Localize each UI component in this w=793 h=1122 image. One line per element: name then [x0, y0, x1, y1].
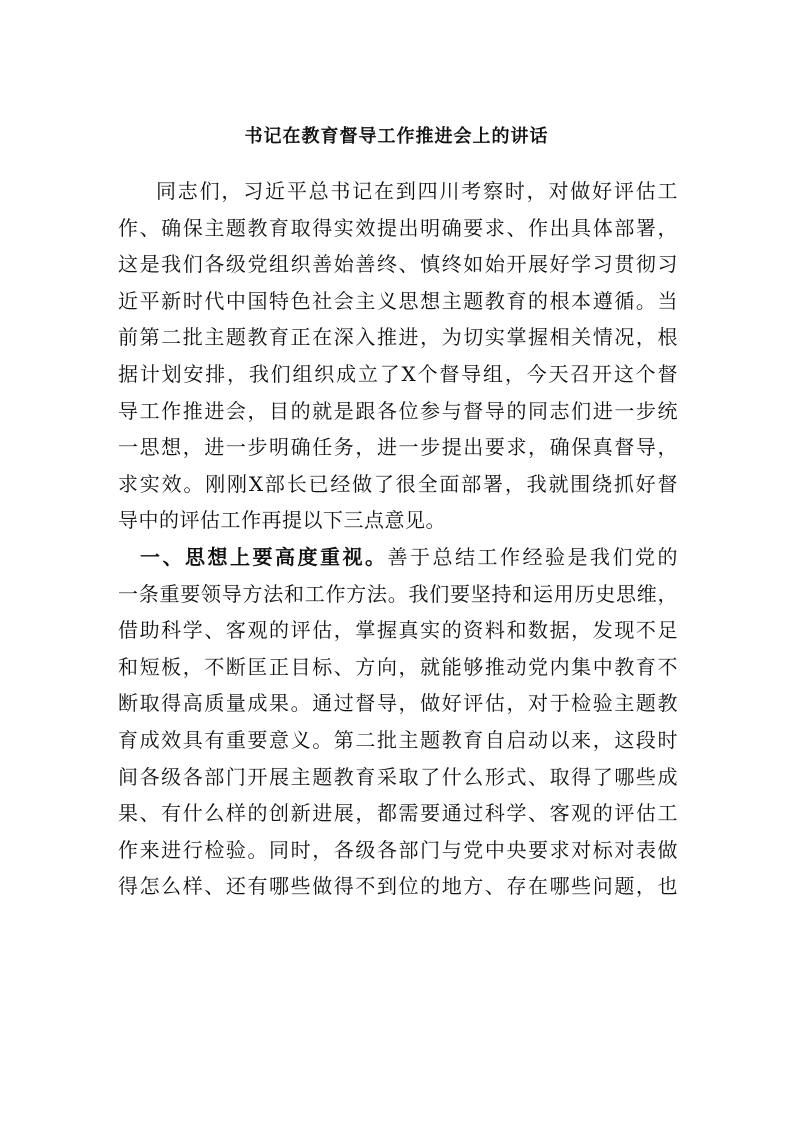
text-line: 导中的评估工作再提以下三点意见。: [118, 508, 446, 533]
text-line: 断取得高质量成果。通过督导，做好评估，对于检验主题教: [118, 691, 678, 716]
text-line: 一条重要领导方法和工作方法。我们要坚持和运用历史思维，: [118, 581, 678, 606]
text-line: 近平新时代中国特色社会主义思想主题教育的根本遵循。当: [118, 288, 678, 313]
text-line: 作来进行检验。同时，各级各部门与党中央要求对标对表做: [118, 837, 678, 862]
text-line: 借助科学、客观的评估，掌握真实的资料和数据，发现不足: [118, 618, 678, 643]
text-line: 据计划安排，我们组织成立了X个督导组，今天召开这个督: [118, 361, 678, 386]
text-line: 和短板，不断匡正目标、方向，就能够推动党内集中教育不: [118, 654, 678, 679]
text-line: 导工作推进会，目的就是跟各位参与督导的同志们进一步统: [118, 398, 678, 423]
text-line: 果、有什么样的创新进展，都需要通过科学、客观的评估工: [118, 801, 678, 826]
text-line: 得怎么样、还有哪些做得不到位的地方、存在哪些问题，也: [118, 874, 678, 899]
paragraph-section-one: [118, 539, 678, 905]
text-line: [118, 539, 678, 576]
text-line: 一思想，进一步明确任务，进一步提出要求，确保真督导，: [118, 435, 678, 460]
text-line: 作、确保主题教育取得实效提出明确要求、作出具体部署，: [118, 215, 678, 240]
text-line: 求实效。刚刚X部长已经做了很全面部署，我就围绕抓好督: [118, 471, 678, 496]
document-title: 书记在教育督导工作推进会上的讲话: [244, 126, 549, 147]
text-line: 育成效具有重要意义。第二批主题教育自启动以来，这段时: [118, 727, 678, 752]
document-body: [118, 173, 678, 905]
text-line: 间各级各部门开展主题教育采取了什么形式、取得了哪些成: [118, 764, 678, 789]
section-heading: 一、思想上要高度重视。: [140, 544, 388, 569]
text-line: 这是我们各级党组织善始善终、慎终如始开展好学习贯彻习: [118, 252, 678, 277]
text-line: 同志们，习近平总书记在到四川考察时，对做好评估工: [156, 179, 678, 203]
paragraph-intro: [118, 173, 678, 539]
text-span: 善于总结工作经验是我们党的: [387, 544, 678, 569]
text-line: 前第二批主题教育正在深入推进，为切实掌握相关情况，根: [118, 325, 678, 350]
